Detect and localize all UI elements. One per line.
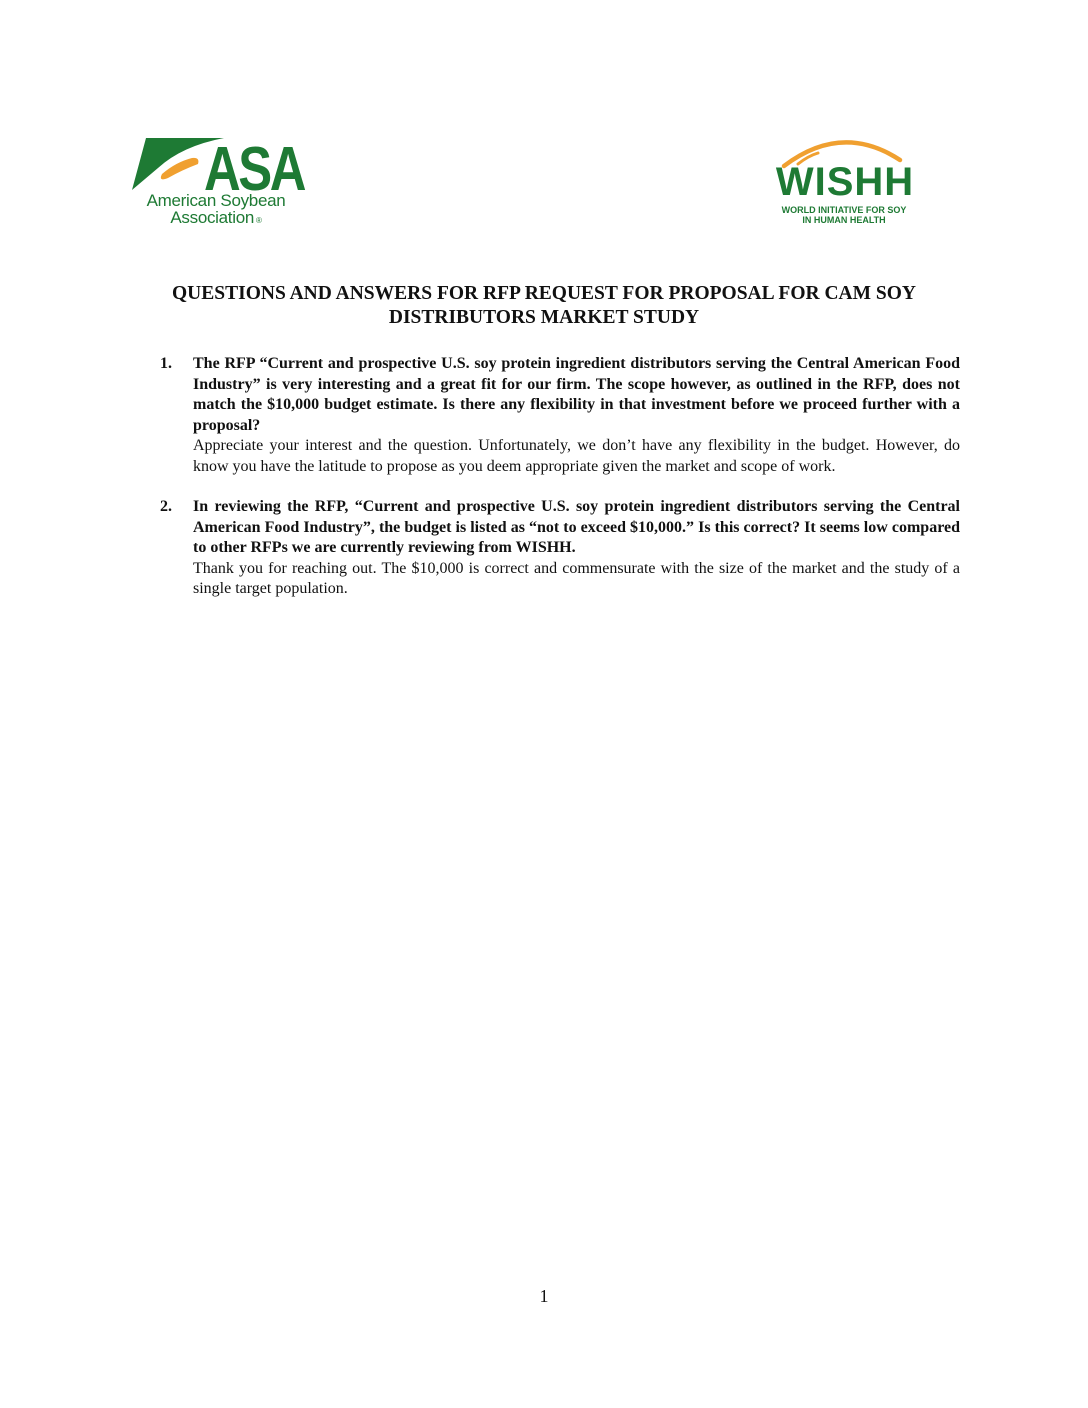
- document-title-line2: DISTRIBUTORS MARKET STUDY: [388, 307, 700, 328]
- qa-answer: Appreciate your interest and the question. Unfortunately, we don’t have any flexibility in the budget. However, do know you have the latitude to propose as you deem appropriate given the market and scope of work.: [193, 437, 960, 475]
- document-title-line1: QUESTIONS AND ANSWERS FOR RFP REQUEST FOR PROPOSAL FOR CAM SOY: [172, 283, 916, 304]
- qa-answer: Thank you for reaching out. The $10,000 is correct and commensurate with the size of the market and the study of a single target population.: [193, 559, 960, 597]
- asa-name-line1: American Soybean: [146, 191, 286, 210]
- qa-number: 2.: [160, 498, 172, 515]
- qa-question: In reviewing the RFP, “Current and prospective U.S. soy protein ingredient distributors serving the Central American Food Industry”, the budget is listed as “not to exceed $10,000.” Is this correct? It seems low compared to other RFPs we are currently reviewing from WISHH.: [193, 498, 960, 556]
- wishh-tagline-line2: IN HUMAN HEALTH: [802, 215, 886, 225]
- asa-logo: [126, 136, 306, 232]
- document-title: [120, 282, 968, 330]
- asa-mark-text: ASA: [204, 138, 306, 192]
- wishh-logo: [764, 136, 924, 228]
- wishh-tagline: [764, 205, 924, 225]
- asa-name-line2: Association: [170, 208, 255, 227]
- asa-swoosh-icon: [132, 138, 306, 192]
- qa-list: [160, 354, 960, 620]
- asa-name: [126, 192, 306, 229]
- registered-mark: ®: [256, 216, 262, 225]
- qa-item: [160, 497, 960, 600]
- page-number: 1: [539, 1286, 549, 1306]
- qa-number: 1.: [160, 355, 172, 372]
- wishh-wordmark: WISHH: [775, 160, 915, 204]
- qa-question: The RFP “Current and prospective U.S. soy protein ingredient distributors serving the Central American Food Industry” is very interesting and a great fit for our firm. The scope however, as outlined in the RFP, does not match the $10,000 budget estimate. Is there any flexibility in that investment before we proceed further with a proposal?: [193, 355, 960, 434]
- wishh-tagline-line1: WORLD INITIATIVE FOR SOY: [781, 205, 907, 215]
- qa-item: [160, 354, 960, 477]
